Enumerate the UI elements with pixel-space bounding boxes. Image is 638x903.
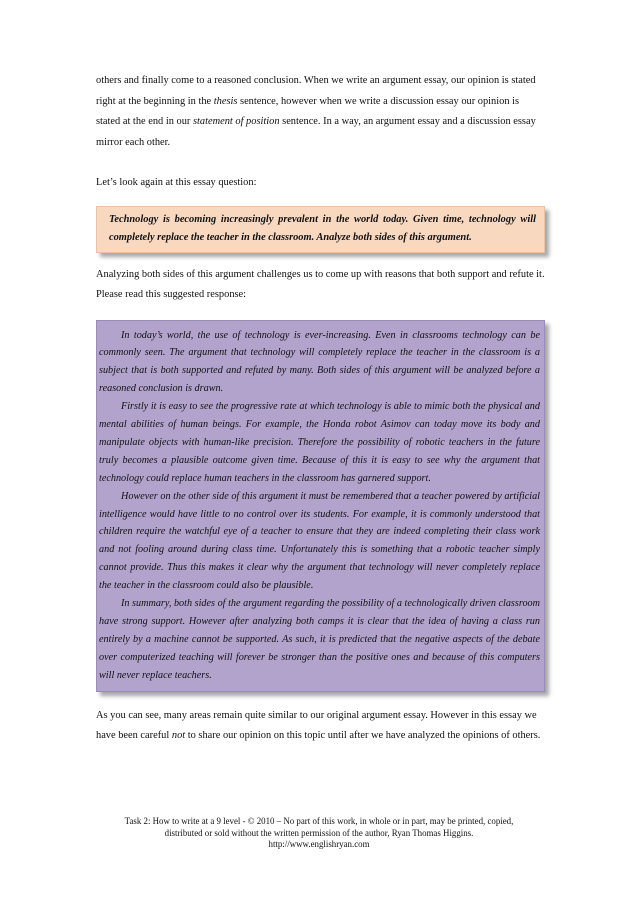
intro-text-b: sentence, however when we write a discussion essay our opinion is stated at the end in our <box>96 95 520 127</box>
conclusion-text-b: to share our opinion on this topic until after we have analyzed the opinions of others. <box>185 730 541 742</box>
not-emphasis: not <box>171 730 186 742</box>
document-page <box>96 71 545 747</box>
statement-of-position-term: statement of position <box>192 116 280 127</box>
intro-text-c: sentence. In a way, an argument essay and a discussion essay mirror each other. <box>96 116 536 148</box>
essay-question-text: Technology is becoming increasingly prevalent in the world today. Given time, technology will completely replace the teacher in the classroom. Analyze both sides of this argument. <box>109 213 536 243</box>
intro-text-a: others and finally come to a reasoned conclusion. When we write an argument essay, our opinion is stated right at the beginning in the <box>96 75 536 107</box>
essay-question-box <box>96 206 545 253</box>
lead-in-sentence: Let’s look again at this essay question: <box>96 177 257 188</box>
intro-paragraph <box>96 71 545 153</box>
response-paragraph-3: However on the other side of this argument it must be remembered that a teacher powered by artificial intelligence would have little to no control over its students. For example, it is commonly understood that children require the watchful eye of a teacher to ensure that they are indeed completing their class work and not fooling around during class time. Unfortunately this is something that a robotic teacher simply cannot provide. Thus this makes it clear why the argument that technology will never completely replace the teacher in the classroom could also be plausible. <box>99 490 540 592</box>
page-footer <box>100 816 538 851</box>
thesis-term: thesis <box>213 95 238 107</box>
response-paragraph-2: Firstly it is easy to see the progressive rate at which technology is able to mimic both the physical and mental abilities of human beings. For example, the Honda robot Asimov can today move its body and manipulate objects with human-like precision. Therefore the possibility of robotic teachers in the future truly becomes a plausible outcome given time. Because of this it is easy to see why the argument that technology could replace human teachers in the classroom has garnered support. <box>99 401 540 484</box>
conclusion-paragraph <box>96 706 545 747</box>
footer-website-link[interactable]: http://www.englishryan.com <box>268 839 370 850</box>
suggested-response-box <box>96 320 545 692</box>
footer-copyright-line: Task 2: How to write at a 9 level - © 2010 – No part of this work, in whole or in part, may be printed, copied, <box>124 816 514 826</box>
analysis-paragraph: Analyzing both sides of this argument challenges us to come up with reasons that both support and refute it. Please read this suggested response: <box>96 268 545 300</box>
footer-permission-line: distributed or sold without the written permission of the author, Ryan Thomas Higgins. <box>164 827 474 838</box>
response-paragraph-4: In summary, both sides of the argument regarding the possibility of a technologically driven classroom have strong support. However after analyzing both camps it is clear that the idea of having a class run entirely by a machine cannot be supported. As such, it is predicted that the negative aspects of the debate over computerized teaching will forever be stronger than the positive ones and because of this computers will never replace teachers. <box>99 598 540 681</box>
conclusion-text-a: As you can see, many areas remain quite similar to our original argument essay. However in this essay we have been careful <box>96 709 537 742</box>
response-paragraph-1: In today’s world, the use of technology is ever-increasing. Even in classrooms technology can be commonly seen. The argument that technology will completely replace the teacher in the classroom is a subject that is both supported and refuted by many. Both sides of this argument will be analyzed before a reasoned conclusion is drawn. <box>99 329 540 395</box>
